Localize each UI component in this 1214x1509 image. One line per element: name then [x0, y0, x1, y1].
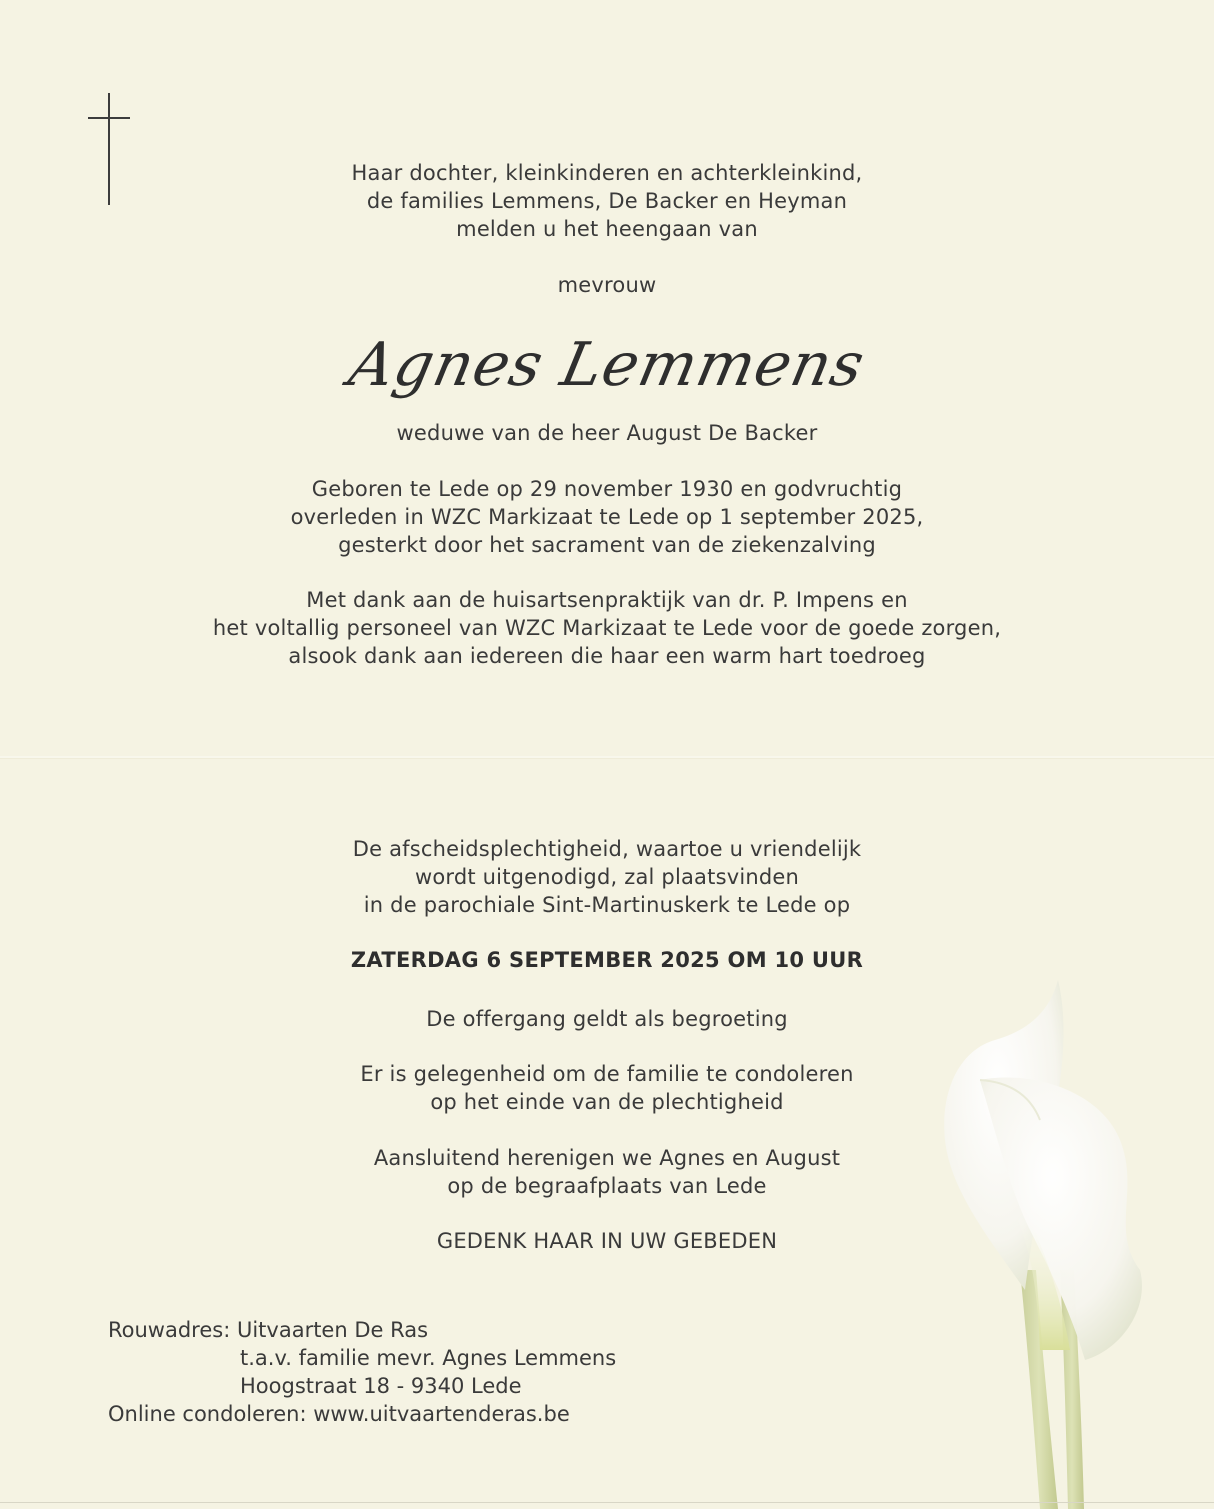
- birth-death-line: gesterkt door het sacrament van de ziekenzalving: [338, 533, 876, 557]
- burial-line: op de begraafplaats van Lede: [447, 1174, 767, 1198]
- birth-death-block: [0, 475, 1214, 559]
- title-prefix: mevrouw: [557, 273, 657, 297]
- remember-line: GEDENK HAAR IN UW GEBEDEN: [436, 1229, 778, 1253]
- ceremony-line: wordt uitgenodigd, zal plaatsvinden: [414, 865, 800, 889]
- ceremony-date: ZATERDAG 6 SEPTEMBER 2025 OM 10 UUR: [350, 948, 864, 972]
- address-line-2: t.a.v. familie mevr. Agnes Lemmens: [240, 1346, 617, 1370]
- condolence-line: Er is gelegenheid om de familie te condoleren: [360, 1062, 854, 1086]
- ceremony-line: De afscheidsplechtigheid, waartoe u vriendelijk: [352, 837, 862, 861]
- ceremony-line: in de parochiale Sint-Martinuskerk te Lede op: [363, 893, 851, 917]
- burial-line: Aansluitend herenigen we Agnes en August: [373, 1146, 841, 1170]
- address-line-1: Rouwadres: Uitvaarten De Ras: [108, 1318, 429, 1342]
- intro-block: [0, 159, 1214, 243]
- calla-lily: [900, 970, 1214, 1509]
- address-line-3: Hoogstraat 18 - 9340 Lede: [240, 1374, 522, 1398]
- ceremony-block: [0, 835, 1214, 919]
- intro-line: Haar dochter, kleinkinderen en achterkleinkind,: [351, 161, 863, 185]
- deceased-name: Agnes Lemmens: [343, 330, 871, 400]
- condolence-line: op het einde van de plechtigheid: [430, 1090, 784, 1114]
- bottom-edge: [0, 1502, 1214, 1503]
- intro-line: melden u het heengaan van: [456, 217, 758, 241]
- thanks-line: Met dank aan de huisartsenpraktijk van dr. P. Impens en: [306, 588, 908, 612]
- card-fold: [0, 756, 1214, 758]
- thanks-block: [0, 586, 1214, 670]
- offering-line: De offergang geldt als begroeting: [426, 1007, 788, 1031]
- intro-line: de families Lemmens, De Backer en Heyman: [366, 189, 848, 213]
- online-condolence-link[interactable]: Online condoleren: www.uitvaartenderas.be: [108, 1402, 570, 1426]
- thanks-line: alsook dank aan iedereen die haar een warm hart toedroeg: [288, 644, 926, 668]
- birth-death-line: Geboren te Lede op 29 november 1930 en godvruchtig: [311, 477, 903, 501]
- spouse-line: weduwe van de heer August De Backer: [396, 421, 818, 445]
- thanks-line: het voltallig personeel van WZC Markizaat te Lede voor de goede zorgen,: [212, 616, 1002, 640]
- birth-death-line: overleden in WZC Markizaat te Lede op 1 september 2025,: [290, 505, 924, 529]
